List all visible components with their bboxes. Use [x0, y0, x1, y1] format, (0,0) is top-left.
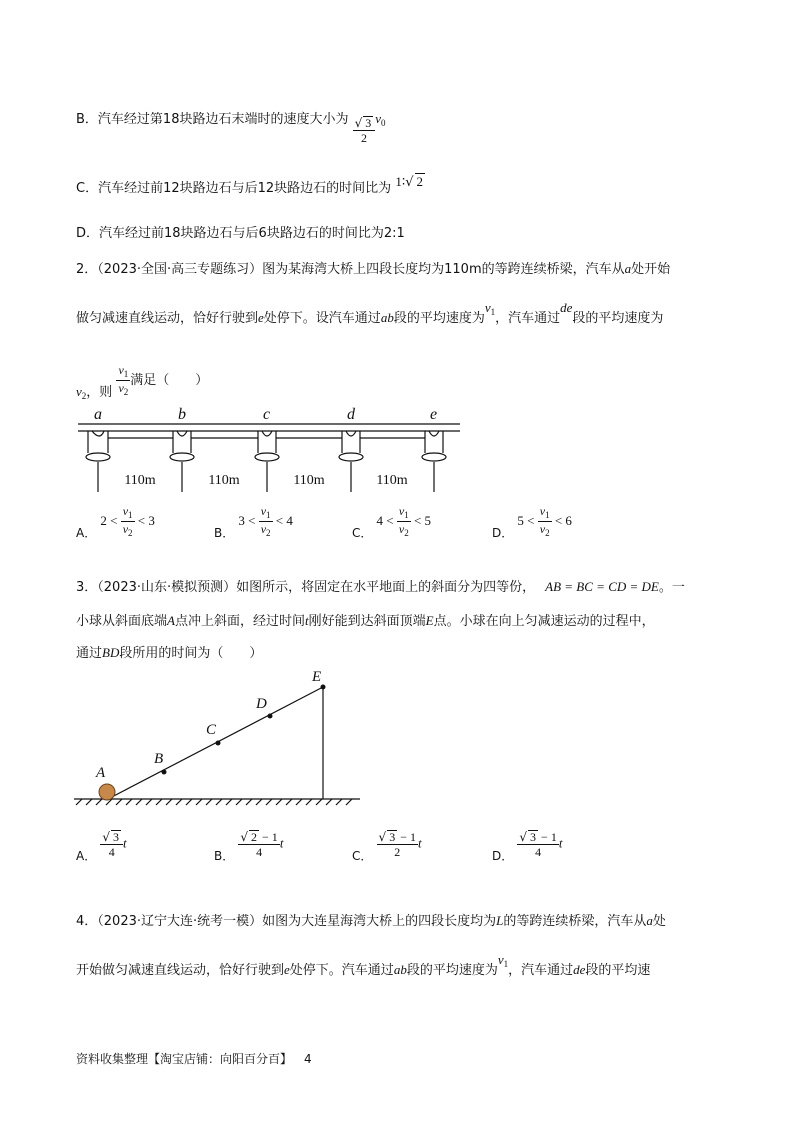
q2-option-c[interactable]: C． 4 < $\frac{v_1}{v_2}$ < 5 — [352, 504, 432, 540]
point-b-dot — [162, 770, 167, 775]
q3-option-b[interactable]: B． $\frac{√ 2 - 1}{4}$ t — [214, 830, 284, 863]
point-label-b: B — [154, 751, 164, 767]
option-text: 汽车经过第18块路边石末端时的速度大小为 — [97, 112, 349, 127]
v1-over-v2: $\frac{v_1}{v_2}$ — [118, 363, 129, 397]
point-label-a: A — [96, 765, 106, 781]
prev-option-c — [76, 174, 425, 196]
q3-line1: 3．（2023·山东·模拟预测）如图所示，将固定在水平地面上的斜面分为四等份， AB = BC = CD = DE。一 — [76, 579, 685, 595]
prev-option-d — [76, 222, 405, 241]
q2-line2: 做匀减速直线运动，恰好行驶到e处停下。设汽车通过ab段的平均速度为$v_1$，汽车通过de段的平均速度为 — [76, 300, 664, 326]
question-source: （2023·辽宁大连·统考一模） — [97, 914, 263, 929]
q2-option-d[interactable]: D． 5 < $\frac{v_1}{v_2}$ < 6 — [492, 504, 572, 540]
point-e-dot — [321, 685, 326, 690]
footer-text: 资料收集整理【淘宝店铺：向阳百分百】 — [76, 1052, 293, 1066]
q2-option-a[interactable]: A． 2 < $\frac{v_1}{v_2}$ < 3 — [76, 504, 155, 540]
option-label: C． — [76, 181, 99, 196]
bridge-piers — [86, 431, 446, 461]
option-label: D． — [76, 226, 100, 241]
q3-option-a[interactable]: A． $\frac{√ 3}{4}$ t — [76, 830, 127, 863]
bridge-point-c: c — [263, 406, 271, 423]
option-label: B． — [76, 112, 98, 127]
bridge-point-d: d — [347, 406, 355, 423]
point-c-dot — [216, 741, 221, 746]
q2-line3: $v_2$，则 $\frac{v_1}{v_2}$ 满足（ ） — [76, 363, 209, 401]
question-source: （2023·山东·模拟预测） — [97, 580, 237, 595]
q2-option-b[interactable]: B． 3 < $\frac{v_1}{v_2}$ < 4 — [214, 504, 293, 540]
point-label-e: E — [312, 669, 322, 685]
question-number: 4． — [76, 914, 98, 929]
q3-option-c[interactable]: C． $\frac{√ 3 - 1}{2}$ t — [352, 830, 422, 863]
q4-line1: 4．（2023·辽宁大连·统考一模）如图为大连星海湾大桥上的四段长度均为L的等跨连续桥梁，汽车从a处 — [76, 913, 666, 929]
q3-line3: 通过BD段所用的时间为（ ） — [76, 645, 263, 661]
incline-diagram — [70, 665, 370, 815]
q3-option-d[interactable]: D． $\frac{√ 3 - 1}{4}$ t — [492, 830, 563, 863]
ground-hatching — [76, 799, 352, 805]
question-number: 2． — [76, 262, 98, 277]
bridge-point-b: b — [178, 406, 186, 423]
question-number: 3． — [76, 580, 98, 595]
bridge-diagram — [70, 400, 470, 495]
span-label: 110m — [376, 473, 408, 488]
point-label-c: C — [206, 722, 217, 738]
ratio: 1∶√ 2 — [395, 174, 423, 190]
q2-line1: 2．（2023·全国·高三专题练习）图为某海湾大桥上四段长度均为110m的等跨连续桥梁，汽车从a处开始 — [76, 261, 671, 277]
span-label: 110m — [124, 473, 156, 488]
ball — [99, 784, 115, 800]
span-label: 110m — [208, 473, 240, 488]
question-source: （2023·全国·高三专题练习） — [97, 262, 263, 277]
bridge-point-e: e — [430, 406, 438, 423]
option-text: 汽车经过前18块路边石与后6块路边石的时间比为2:1 — [99, 226, 405, 241]
option-text: 汽车经过前12块路边石与后12块路边石的时间比为 — [98, 181, 392, 196]
bridge-point-a: a — [94, 406, 102, 423]
prev-option-b: B．汽车经过第18块路边石末端时的速度大小为 $\frac{√ 3}{2}$ $v_0$ — [76, 111, 386, 145]
fraction: $\frac{√ 3}{2}$ — [353, 116, 376, 144]
q4-line2: 开始做匀减速直线运动，恰好行驶到e处停下。汽车通过ab段的平均速度为$v_1$，汽车通过de段的平均速 — [76, 952, 651, 978]
point-label-d: D — [256, 696, 267, 712]
span-label: 110m — [293, 473, 325, 488]
point-d-dot — [268, 714, 273, 719]
page-number: 4 — [304, 1052, 312, 1066]
page-footer — [76, 1050, 312, 1067]
q3-line2: 小球从斜面底端A点冲上斜面，经过时间t刚好能到达斜面顶端E点。小球在向上匀减速运动的过程中， — [76, 613, 655, 629]
